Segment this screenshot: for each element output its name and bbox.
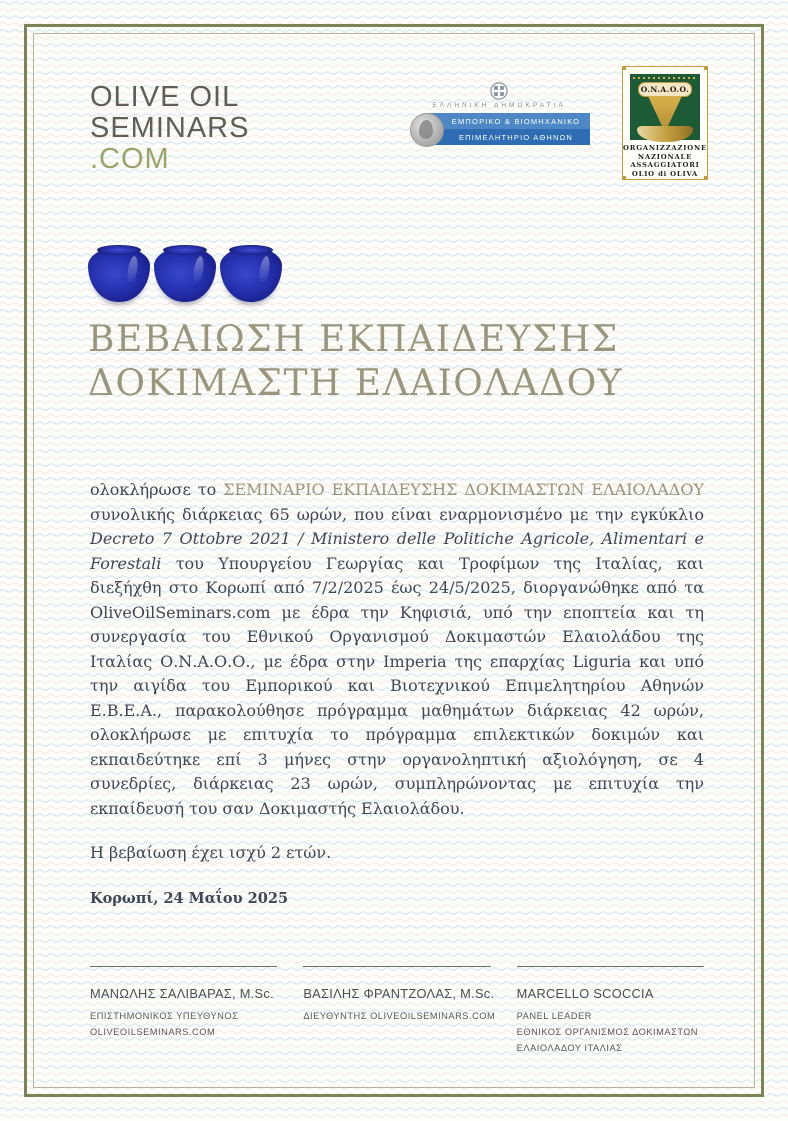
signatory-roles [517, 1008, 704, 1056]
signature-line [90, 966, 277, 967]
onaoo-org-line: ORGANIZZAZIONE [623, 144, 707, 152]
signatory-name: MARCELLO SCOCCIA [516, 986, 654, 1001]
certificate-content [90, 462, 704, 907]
signatory-role: ΕΛΑΙΟΛΑΔΟΥ ΙΤΑΛΙΑΣ [516, 1043, 623, 1053]
chamber-banner-line-1: ΕΜΠΟΡΙΚΟ & ΒΙΟΜΗΧΑΝΙΚΟ [430, 113, 590, 129]
onaoo-org-line: ASSAGGIATORI [630, 161, 700, 170]
certificate-title [88, 318, 623, 406]
brand-line-com: .COM [90, 143, 170, 175]
brand-line-2: SEMINARS [90, 112, 250, 144]
signatory-role: PANEL LEADER [516, 1011, 592, 1021]
onaoo-logo [622, 66, 708, 180]
hellenic-republic-label: ΕΛΛΗΝΙΚΗ ΔΗΜΟΚΡΑΤΙΑ [432, 102, 566, 109]
oil-bowl-icon [637, 126, 693, 142]
certificate-title-line-1: ΒΕΒΑΙΩΣΗ ΕΚΠΑΙΔΕΥΣΗΣ [88, 319, 619, 360]
onaoo-org-line: NAZIONALE [637, 152, 693, 161]
onaoo-corner-ornament [704, 66, 708, 70]
onaoo-green-field [630, 74, 700, 140]
signatory-role: ΕΠΙΣΤΗΜΟΝΙΚΟΣ ΥΠΕΥΘΥΝΟΣ [90, 1011, 239, 1021]
signature-block [90, 966, 704, 1056]
onaoo-corner-ornament [622, 66, 626, 70]
validity-note: Η βεβαίωση έχει ισχύ 2 ετών. [90, 843, 332, 862]
blue-tasting-glass-icon [220, 247, 282, 302]
blue-tasting-glass-icon [154, 247, 216, 302]
decree-reference: Decreto 7 Ottobre 2021 / Ministero delle Politiche Agricole, Alimentari e Forestali [90, 529, 704, 573]
chamber-banner-bands [430, 113, 590, 145]
athens-chamber-logo [408, 82, 590, 145]
tasting-glasses [88, 247, 282, 302]
place-and-date: Κορωπί, 24 Μαΐου 2025 [90, 890, 289, 907]
greek-coat-of-arms-icon [490, 82, 508, 100]
certificate-title-line-2: ΔΟΚΙΜΑΣΤΗ ΕΛΑΙΟΛΑΔΟΥ [88, 363, 624, 404]
signatory-role: ΕΘΝΙΚΟΣ ΟΡΓΑΝΙΣΜΟΣ ΔΟΚΙΜΑΣΤΩΝ [516, 1027, 698, 1037]
signature-line [303, 966, 490, 967]
onaoo-gold-dots [633, 77, 697, 79]
body-text: συνολικής διάρκειας 65 ωρών, που είναι εναρμονισμένο με την εγκύκλιο [90, 504, 704, 524]
signatory-roles [303, 1008, 496, 1024]
certificate-body-paragraph [90, 478, 704, 821]
signature-column [90, 966, 277, 1056]
signature-column [303, 966, 496, 1056]
signature-line [517, 966, 704, 967]
athena-coin-emblem [410, 113, 444, 147]
signatory-name: ΒΑΣΙΛΗΣ ΦΡΑΝΤΖΟΛΑΣ, M.Sc. [303, 986, 495, 1001]
brand-line-1: OLIVE OIL [90, 81, 240, 113]
body-text: ολοκλήρωσε το [90, 480, 224, 499]
signatory-role: OLIVEOILSEMINARS.COM [90, 1027, 216, 1037]
signature-column [517, 966, 704, 1056]
oliveoilseminars-logo [90, 82, 249, 175]
signatory-roles [90, 1008, 277, 1040]
seminar-name-highlight: ΣΕΜΙΝΑΡΙΟ ΕΚΠΑΙΔΕΥΣΗΣ ΔΟΚΙΜΑΣΤΩΝ ΕΛΑΙΟΛΑΔΟΥ [223, 480, 704, 499]
body-text: του Υπουργείου Γεωργίας και Τροφίμων της Ιταλίας, και διεξήχθη στο Κορωπί από 7/2/2025 έως 24/5/2025, διοργανώθηκε από τα OliveOilSeminars.com με έδρα την Κηφισιά, υπό την εποπτεία και τη συνεργασία του Εθνικού Οργανισμού Δοκιμαστών Ελαιολάδου της Ιταλίας Ο.Ν.Α.Ο.Ο., με έδρα στην Imperia της επαρχίας Liguria και υπό την αιγίδα του Εμπορικού και Βιοτεχνικού Επιμελητηρίου Αθηνών Ε.Β.Ε.Α., παρακολούθησε πρόγραμμα μαθημάτων διάρκειας 42 ωρών, ολοκλήρωσε με επιτυχία το πρόγραμμα επιλεκτικών δοκιμών και εκπαιδεύτηκε επί 3 μήνες στην οργανοληπτική αξιολόγηση, σε 4 συνεδρίες, διάρκειας 23 ωρών, συμπληρώνοντας με επιτυχία την εκπαίδευσή του σαν Δοκιμαστής Ελαιολάδου. [90, 553, 704, 818]
chamber-banner-line-2: ΕΠΙΜΕΛΗΤΗΡΙΟ ΑΘΗΝΩΝ [430, 129, 590, 145]
onaoo-org-name [623, 144, 707, 178]
oil-stream-icon [648, 96, 682, 128]
onaoo-acronym-label: O.N.A.O.O. [638, 82, 692, 97]
signatory-name: ΜΑΝΩΛΗΣ ΣΑΛΙΒΑΡΑΣ, M.Sc. [90, 986, 274, 1001]
onaoo-org-line: OLIO di OLIVA [631, 169, 699, 178]
blue-tasting-glass-icon [88, 247, 150, 302]
signatory-role: ΔΙΕΥΘΥΝΤΗΣ OLIVEOILSEMINARS.COM [303, 1011, 496, 1021]
chamber-banner [408, 113, 590, 145]
